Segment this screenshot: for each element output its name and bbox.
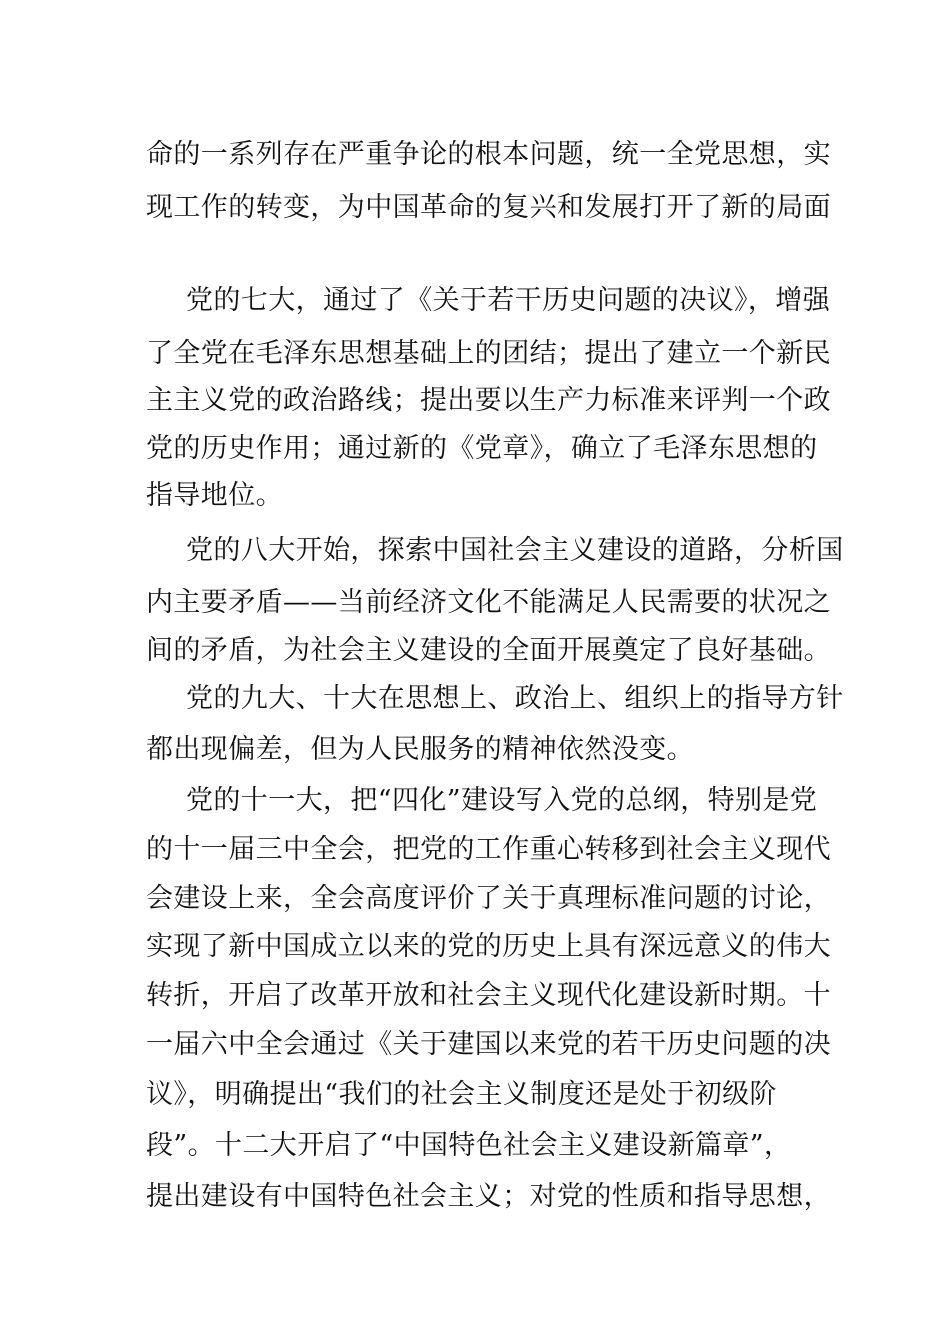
paragraph-first-line: 党的八大开始，探索中国社会主义建设的道路，分析国 <box>186 535 844 566</box>
text-line: 内主要矛盾——当前经济文化不能满足人民需要的状况之 <box>146 587 831 618</box>
text-line: 了全党在毛泽东思想基础上的团结；提出了建立一个新民 <box>146 338 831 369</box>
text-line: 段”。十二大开启了“中国特色社会主义建设新篇章”， <box>146 1130 792 1161</box>
text-line: 提出建设有中国特色社会主义；对党的性质和指导思想， <box>146 1181 831 1212</box>
text-line: 指导地位。 <box>146 480 283 511</box>
text-line: 议》，明确提出“我们的社会主义制度还是处于初级阶 <box>146 1079 777 1110</box>
text-line: 的十一届三中全会，把党的工作重心转移到社会主义现代 <box>146 834 831 865</box>
text-line: 会建设上来，全会高度评价了关于真理标准问题的讨论， <box>146 883 831 914</box>
paragraph-first-line: 党的九大、十大在思想上、政治上、组织上的指导方针 <box>186 683 844 714</box>
text-line: 都出现偏差，但为人民服务的精神依然没变。 <box>146 734 694 765</box>
text-line: 间的矛盾，为社会主义建设的全面开展奠定了良好基础。 <box>146 635 831 666</box>
paragraph-first-line: 党的七大，通过了《关于若干历史问题的决议》，增强 <box>186 285 831 316</box>
text-line: 党的历史作用；通过新的《党章》，确立了毛泽东思想的 <box>146 433 818 464</box>
text-line: 一届六中全会通过《关于建国以来党的若干历史问题的决 <box>146 1029 831 1060</box>
text-line: 主主义党的政治路线；提出要以生产力标准来评判一个政 <box>146 385 831 416</box>
text-line: 现工作的转变，为中国革命的复兴和发展打开了新的局面 <box>146 192 831 223</box>
text-line: 实现了新中国成立以来的党的历史上具有深远意义的伟大 <box>146 931 831 962</box>
paragraph-first-line: 党的十一大，把“四化”建设写入党的总纲，特别是党 <box>186 785 818 816</box>
text-line: 命的一系列存在严重争论的根本问题，统一全党思想，实 <box>146 139 831 170</box>
text-line: 转折，开启了改革开放和社会主义现代化建设新时期。十 <box>146 980 831 1011</box>
